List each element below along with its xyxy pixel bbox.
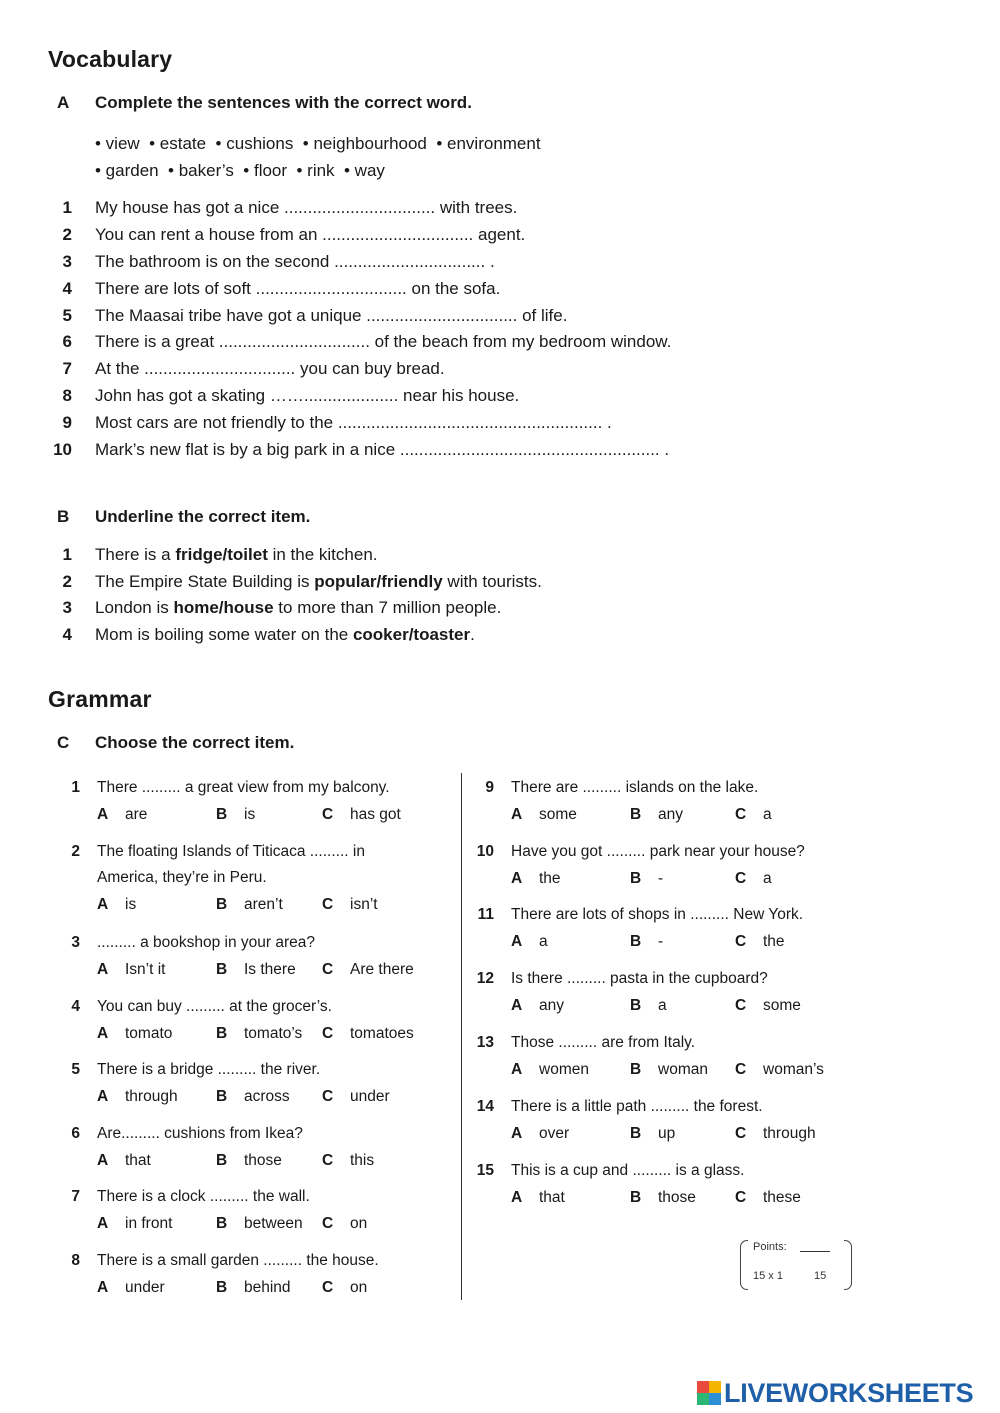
option-letter: B bbox=[216, 896, 228, 913]
option-b[interactable] bbox=[630, 993, 667, 1019]
section-a-header bbox=[57, 93, 757, 115]
liveworksheets-logo bbox=[697, 1376, 973, 1410]
sentence-part: to more than 7 million people. bbox=[273, 598, 502, 618]
option-text: that bbox=[539, 1189, 565, 1206]
answer-options bbox=[511, 1121, 871, 1147]
question-number: 11 bbox=[477, 906, 494, 923]
option-a[interactable] bbox=[511, 866, 561, 892]
question-number: 10 bbox=[476, 843, 494, 860]
question-text: Have you got ......... park near your house? bbox=[511, 843, 805, 860]
option-letter: B bbox=[216, 1025, 228, 1042]
logo-square bbox=[697, 1393, 709, 1405]
option-letter: B bbox=[630, 1125, 642, 1142]
option-letter: B bbox=[630, 933, 642, 950]
option-a[interactable] bbox=[511, 929, 548, 955]
option-c[interactable] bbox=[322, 1084, 390, 1110]
question-item bbox=[476, 966, 896, 1018]
option-b[interactable] bbox=[630, 1121, 675, 1147]
option-letter: B bbox=[630, 870, 642, 887]
option-text: tomato’s bbox=[244, 1025, 303, 1042]
item-number: 3 bbox=[62, 598, 72, 618]
option-letter: A bbox=[97, 1215, 109, 1232]
option-text: - bbox=[658, 933, 664, 950]
option-text: under bbox=[350, 1088, 390, 1105]
option-letter: A bbox=[97, 806, 109, 823]
sentence-text bbox=[95, 598, 501, 618]
item-number: 2 bbox=[62, 571, 72, 591]
option-letter: C bbox=[322, 896, 334, 913]
option-b[interactable] bbox=[216, 1211, 303, 1237]
option-text: over bbox=[539, 1125, 570, 1142]
option-letter: C bbox=[322, 1279, 334, 1296]
logo-text: LIVEWORKSHEETS bbox=[724, 1377, 974, 1408]
vocabulary-heading: Vocabulary bbox=[48, 46, 173, 72]
option-letter: A bbox=[97, 896, 109, 913]
question-number: 2 bbox=[71, 843, 80, 860]
question-number: 4 bbox=[71, 998, 80, 1015]
option-c[interactable] bbox=[322, 1148, 374, 1174]
points-max: 15 bbox=[814, 1270, 827, 1282]
question-number: 15 bbox=[476, 1162, 494, 1179]
option-letter: C bbox=[735, 933, 747, 950]
sentence-part: There is a bbox=[95, 545, 176, 564]
points-calc: 15 x 1 bbox=[753, 1270, 783, 1282]
logo-square bbox=[709, 1393, 721, 1405]
option-text: the bbox=[763, 933, 785, 950]
option-letter: B bbox=[216, 1215, 228, 1232]
section-letter: B bbox=[57, 507, 70, 526]
option-a[interactable] bbox=[511, 1121, 569, 1147]
answer-options bbox=[97, 1084, 457, 1110]
option-text: a bbox=[658, 997, 667, 1014]
option-c[interactable] bbox=[322, 892, 378, 918]
option-text: through bbox=[125, 1088, 178, 1105]
option-text: any bbox=[539, 997, 564, 1014]
sentence-part: . bbox=[470, 625, 475, 645]
question-item bbox=[62, 775, 457, 827]
question-text: There is a clock ......... the wall. bbox=[97, 1188, 310, 1205]
question-item bbox=[62, 1184, 457, 1236]
question-text: There are lots of shops in ......... New York. bbox=[511, 906, 804, 923]
question-item bbox=[476, 1030, 896, 1082]
option-letter: A bbox=[97, 1152, 109, 1169]
option-letter: C bbox=[735, 870, 747, 887]
option-letter: A bbox=[97, 961, 109, 978]
sentence-text bbox=[95, 572, 542, 592]
item-number: 5 bbox=[62, 305, 72, 325]
option-letter: B bbox=[630, 997, 642, 1014]
option-letter: B bbox=[630, 1061, 642, 1078]
question-text: There ......... a great view from my balcony. bbox=[97, 779, 390, 796]
item-number: 8 bbox=[62, 386, 72, 406]
option-a[interactable] bbox=[97, 1084, 178, 1110]
option-text: woman bbox=[658, 1061, 708, 1078]
sentence-text[interactable]: There are lots of soft ................................ on the sofa. bbox=[95, 278, 501, 298]
answer-options bbox=[97, 1148, 457, 1174]
sentence-text[interactable]: John has got a skating …….................... near his house. bbox=[95, 386, 520, 406]
word-bank-line: • view • estate • cushions • neighbourhood • environment bbox=[95, 134, 541, 153]
option-text: that bbox=[125, 1152, 151, 1169]
option-text: Is there bbox=[244, 961, 296, 978]
option-text: in front bbox=[125, 1215, 173, 1232]
sentence-text[interactable]: The Maasai tribe have got a unique ................................ of life. bbox=[95, 305, 568, 325]
sentence-part: The Empire State Building is bbox=[95, 571, 315, 591]
answer-options bbox=[511, 993, 871, 1019]
option-b[interactable] bbox=[216, 802, 255, 828]
question-item bbox=[62, 1057, 457, 1109]
option-a[interactable] bbox=[511, 1057, 589, 1083]
option-a[interactable] bbox=[97, 1148, 151, 1174]
option-a[interactable] bbox=[511, 993, 564, 1019]
option-b[interactable] bbox=[216, 1148, 282, 1174]
option-text: behind bbox=[244, 1279, 291, 1296]
option-c[interactable] bbox=[322, 957, 414, 983]
sentence-text[interactable]: The bathroom is on the second ................................ . bbox=[95, 251, 495, 271]
option-text: the bbox=[539, 870, 561, 887]
option-letter: C bbox=[735, 806, 747, 823]
option-letter: A bbox=[511, 806, 523, 823]
sentence-text[interactable]: Mark’s new flat is by a big park in a nice ....................................................... . bbox=[95, 440, 670, 460]
option-text: are bbox=[125, 806, 148, 823]
answer-options bbox=[511, 1185, 871, 1211]
section-instruction: Underline the correct item. bbox=[95, 507, 311, 526]
option-a[interactable] bbox=[511, 802, 577, 828]
option-text: under bbox=[125, 1279, 165, 1296]
question-number: 6 bbox=[71, 1125, 80, 1142]
option-letter: C bbox=[735, 1061, 747, 1078]
option-text: aren’t bbox=[244, 896, 283, 913]
option-a[interactable] bbox=[97, 1211, 172, 1237]
option-c[interactable] bbox=[322, 1021, 414, 1047]
question-text: This is a cup and ......... is a glass. bbox=[511, 1162, 745, 1179]
option-letter: C bbox=[322, 1088, 334, 1105]
option-c[interactable] bbox=[322, 1275, 367, 1301]
option-c[interactable] bbox=[322, 802, 401, 828]
option-c[interactable] bbox=[735, 929, 785, 955]
option-letter: A bbox=[511, 1125, 523, 1142]
option-text: these bbox=[763, 1189, 801, 1206]
option-letter: A bbox=[511, 1061, 523, 1078]
question-number: 9 bbox=[485, 779, 494, 796]
option-text: between bbox=[244, 1215, 303, 1232]
option-letter: C bbox=[322, 806, 334, 823]
logo-square bbox=[697, 1381, 709, 1393]
option-text: across bbox=[244, 1088, 290, 1105]
question-item bbox=[476, 1158, 896, 1210]
question-number: 12 bbox=[476, 970, 494, 987]
sentence-text[interactable]: Most cars are not friendly to the ........................................................ . bbox=[95, 413, 612, 433]
item-number: 4 bbox=[62, 278, 72, 298]
option-c[interactable] bbox=[735, 1057, 824, 1083]
item-number: 9 bbox=[62, 413, 72, 433]
option-b[interactable] bbox=[216, 1275, 291, 1301]
option-text: is bbox=[125, 896, 137, 913]
option-text: women bbox=[539, 1061, 589, 1078]
question-item bbox=[476, 902, 896, 954]
question-text: You can buy ......... at the grocer’s. bbox=[97, 998, 332, 1015]
question-item bbox=[62, 839, 457, 917]
column-divider bbox=[461, 773, 462, 1300]
question-number: 1 bbox=[71, 779, 80, 796]
question-text: Is there ......... pasta in the cupboard? bbox=[511, 970, 768, 987]
option-b[interactable] bbox=[216, 892, 283, 918]
logo-square bbox=[709, 1381, 721, 1393]
question-item bbox=[62, 930, 457, 982]
option-letter: C bbox=[322, 1215, 334, 1232]
section-b-header bbox=[57, 507, 757, 529]
points-label: Points: bbox=[753, 1241, 787, 1253]
word-bank bbox=[95, 130, 541, 184]
answer-options bbox=[97, 957, 457, 983]
option-b[interactable] bbox=[630, 1185, 696, 1211]
sentence-text[interactable]: My house has got a nice ................................ with trees. bbox=[95, 198, 518, 217]
option-text: is bbox=[244, 806, 256, 823]
option-b[interactable] bbox=[630, 1057, 708, 1083]
option-letter: B bbox=[216, 1088, 228, 1105]
option-text: a bbox=[763, 806, 772, 823]
sentence-text bbox=[95, 625, 475, 645]
option-letter: C bbox=[322, 1025, 334, 1042]
sentence-part: Mom is boiling some water on the bbox=[95, 625, 353, 645]
option-letter: B bbox=[630, 1189, 642, 1206]
option-text: has got bbox=[350, 806, 401, 823]
option-text: tomato bbox=[125, 1025, 173, 1042]
option-text: those bbox=[658, 1189, 696, 1206]
option-letter: B bbox=[630, 806, 642, 823]
option-letter: C bbox=[322, 961, 334, 978]
option-letter: B bbox=[216, 1279, 228, 1296]
item-number: 1 bbox=[62, 545, 72, 564]
item-number: 10 bbox=[53, 440, 72, 460]
option-letter: C bbox=[735, 1189, 747, 1206]
question-text: There are ......... islands on the lake. bbox=[511, 779, 759, 796]
item-number: 2 bbox=[62, 224, 72, 244]
item-number: 4 bbox=[62, 625, 72, 645]
option-letter: C bbox=[322, 1152, 334, 1169]
section-instruction: Complete the sentences with the correct word. bbox=[95, 93, 472, 112]
answer-options bbox=[511, 1057, 871, 1083]
question-text: There is a little path ......... the forest. bbox=[511, 1098, 763, 1115]
question-text: There is a bridge ......... the river. bbox=[97, 1061, 321, 1078]
option-letter: A bbox=[97, 1025, 109, 1042]
question-item bbox=[62, 994, 457, 1046]
answer-options bbox=[511, 929, 871, 955]
option-a[interactable] bbox=[97, 957, 165, 983]
answer-options bbox=[97, 892, 457, 918]
option-text: some bbox=[539, 806, 577, 823]
question-item bbox=[476, 839, 896, 891]
option-text: a bbox=[539, 933, 548, 950]
option-text: up bbox=[658, 1125, 676, 1142]
question-item bbox=[476, 1094, 896, 1146]
option-c[interactable] bbox=[735, 993, 801, 1019]
question-item bbox=[476, 775, 896, 827]
option-text: Are there bbox=[350, 961, 414, 978]
option-a[interactable] bbox=[511, 1185, 565, 1211]
option-b[interactable] bbox=[630, 929, 663, 955]
question-text: Are......... cushions from Ikea? bbox=[97, 1125, 303, 1142]
option-letter: A bbox=[97, 1088, 109, 1105]
choice-pair[interactable]: fridge/toilet bbox=[175, 545, 268, 564]
option-c[interactable] bbox=[322, 1211, 367, 1237]
question-text: There is a small garden ......... the house. bbox=[97, 1252, 379, 1269]
option-letter: B bbox=[216, 961, 228, 978]
option-letter: B bbox=[216, 1152, 228, 1169]
option-c[interactable] bbox=[735, 802, 772, 828]
sentence-text bbox=[95, 545, 378, 565]
question-item bbox=[62, 1121, 457, 1173]
option-c[interactable] bbox=[735, 1121, 816, 1147]
questions-left-column bbox=[62, 775, 457, 1305]
option-letter: B bbox=[216, 806, 228, 823]
option-c[interactable] bbox=[735, 1185, 801, 1211]
option-a[interactable] bbox=[97, 892, 136, 918]
option-text: on bbox=[350, 1279, 368, 1296]
answer-options bbox=[97, 1275, 457, 1301]
option-b[interactable] bbox=[216, 957, 296, 983]
sentence-text[interactable]: There is a great ................................ of the beach from my bedroom window. bbox=[95, 332, 672, 352]
grammar-heading: Grammar bbox=[48, 686, 152, 712]
question-text: Those ......... are from Italy. bbox=[511, 1034, 696, 1051]
option-text: - bbox=[658, 870, 664, 887]
option-text: through bbox=[763, 1125, 816, 1142]
section-instruction: Choose the correct item. bbox=[95, 733, 295, 752]
choice-pair[interactable]: popular/friendly bbox=[314, 571, 443, 591]
option-b[interactable] bbox=[630, 802, 683, 828]
question-text: The floating Islands of Titicaca ......... in bbox=[97, 843, 365, 860]
answer-options bbox=[511, 802, 871, 828]
points-box bbox=[740, 1238, 852, 1292]
question-number: 13 bbox=[476, 1034, 494, 1051]
answer-options bbox=[97, 1211, 457, 1237]
section-letter: A bbox=[57, 93, 70, 112]
option-text: isn’t bbox=[350, 896, 378, 913]
sentence-part: with tourists. bbox=[442, 571, 542, 591]
option-text: any bbox=[658, 806, 683, 823]
question-text: America, they’re in Peru. bbox=[97, 869, 267, 886]
option-text: woman’s bbox=[763, 1061, 824, 1078]
sentence-part: London is bbox=[95, 598, 174, 618]
option-b[interactable] bbox=[216, 1021, 302, 1047]
section-c-header bbox=[57, 733, 757, 755]
item-number: 3 bbox=[62, 251, 72, 271]
option-b[interactable] bbox=[216, 1084, 290, 1110]
option-text: on bbox=[350, 1215, 368, 1232]
item-number: 6 bbox=[62, 332, 72, 352]
option-text: a bbox=[763, 870, 772, 887]
option-letter: C bbox=[735, 1125, 747, 1142]
points-blank[interactable] bbox=[800, 1251, 830, 1252]
sentence-part: in the kitchen. bbox=[267, 545, 378, 564]
word-bank-line: • garden • baker’s • floor • rink • way bbox=[95, 161, 385, 180]
option-a[interactable] bbox=[97, 1275, 165, 1301]
option-letter: A bbox=[511, 997, 523, 1014]
left-bracket bbox=[740, 1240, 748, 1290]
option-b[interactable] bbox=[630, 866, 663, 892]
option-letter: A bbox=[511, 870, 523, 887]
option-letter: A bbox=[511, 933, 523, 950]
question-text: ......... a bookshop in your area? bbox=[97, 934, 315, 951]
choice-pair[interactable]: home/house bbox=[173, 598, 274, 618]
answer-options bbox=[97, 1021, 457, 1047]
section-letter: C bbox=[57, 733, 70, 752]
item-number: 7 bbox=[62, 359, 72, 379]
option-text: tomatoes bbox=[350, 1025, 414, 1042]
option-text: those bbox=[244, 1152, 282, 1169]
option-text: some bbox=[763, 997, 801, 1014]
question-number: 14 bbox=[476, 1098, 494, 1115]
option-text: Isn’t it bbox=[125, 961, 166, 978]
question-number: 5 bbox=[71, 1061, 80, 1078]
option-c[interactable] bbox=[735, 866, 772, 892]
logo-icon bbox=[697, 1381, 721, 1405]
right-bracket bbox=[844, 1240, 852, 1290]
answer-options bbox=[97, 802, 457, 828]
choice-pair[interactable]: cooker/toaster bbox=[352, 625, 471, 645]
question-item bbox=[62, 1248, 457, 1300]
option-letter: C bbox=[735, 997, 747, 1014]
option-text: this bbox=[350, 1152, 375, 1169]
option-letter: A bbox=[511, 1189, 523, 1206]
sentence-text[interactable]: At the ................................ you can buy bread. bbox=[95, 359, 445, 379]
sentence-text[interactable]: You can rent a house from an ................................ agent. bbox=[95, 224, 526, 244]
answer-options bbox=[511, 866, 871, 892]
option-letter: A bbox=[97, 1279, 109, 1296]
option-a[interactable] bbox=[97, 802, 147, 828]
item-number: 1 bbox=[62, 198, 72, 217]
question-number: 7 bbox=[71, 1188, 80, 1205]
option-a[interactable] bbox=[97, 1021, 172, 1047]
question-number: 8 bbox=[71, 1252, 80, 1269]
question-number: 3 bbox=[71, 934, 80, 951]
questions-right-column bbox=[476, 775, 896, 1215]
